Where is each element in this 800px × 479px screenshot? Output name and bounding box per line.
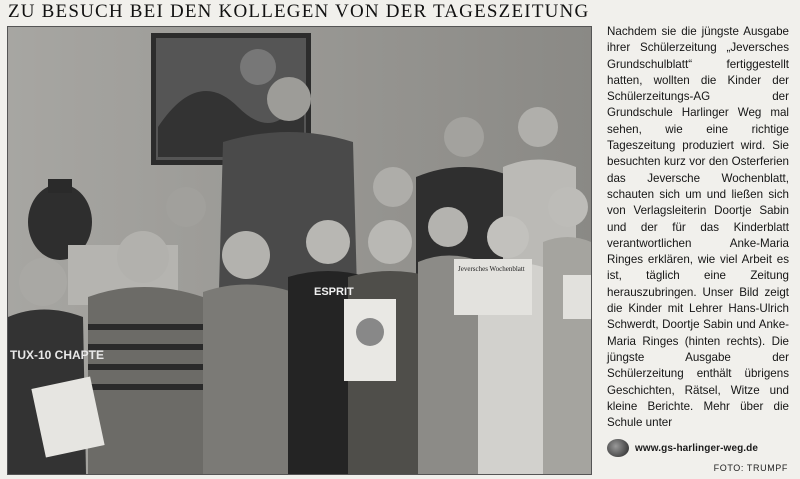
- website-link[interactable]: www.gs-harlinger-weg.de: [635, 442, 759, 454]
- website-reference: [607, 438, 758, 458]
- mouse-icon: [607, 439, 629, 457]
- article-headline: ZU BESUCH BEI DEN KOLLEGEN VON DER TAGESZEITUNG: [8, 1, 590, 22]
- article-body: Nachdem sie die jüngste Ausgabe ihrer Schülerzeitung „Jeversches Grundschulblatt“ fertiggestellt hatten, wollten die Kinder der Schülerzeitungs-AG der Grundschule Harlinger Weg mal sehen, wie eine richtige Tageszeitung produziert wird. Sie besuchten kurz vor den Osterferien das Jeversche Wochenblatt, schauten sich um und ließen sich von Verlagsleiterin Doortje Sabin und der für das Kinderblatt verantwortlichen Anke-Maria Ringes erklären, wie viel Arbeit es ist, täglich eine Zeitung herauszubringen. Unser Bild zeigt die Kinder mit Lehrer Hans-Ulrich Schwerdt, Doortje Sabin und Anke-Maria Ringes (hinten rechts). Die jüngste Ausgabe der Schülerzeitung enthält übrigens Geschichten, Rätsel, Witze und kleine Berichte. Mehr über die Schule unter: [607, 25, 789, 430]
- group-photo: [7, 26, 592, 475]
- shirt-text-2: ESPRIT: [314, 286, 354, 298]
- shirt-text-1: TUX-10 CHAPTE: [10, 348, 105, 362]
- newspaper-masthead: Jeversches Wochenblatt: [458, 265, 525, 273]
- photo-credit: FOTO: TRUMPF: [713, 463, 788, 473]
